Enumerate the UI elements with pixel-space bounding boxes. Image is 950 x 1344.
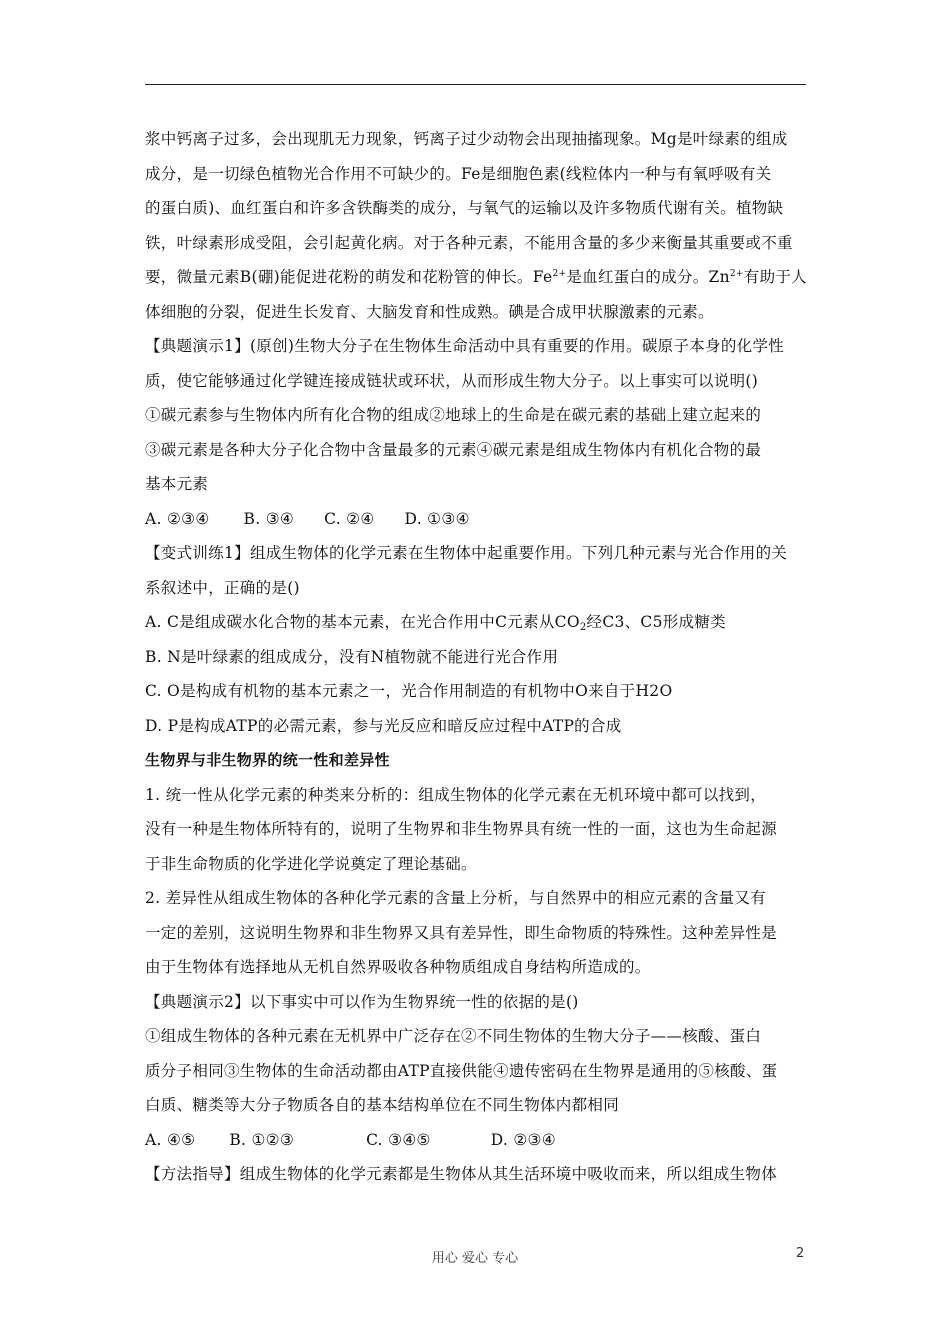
example2-line: ①组成生物体的各种元素在无机界中广泛存在②不同生物体的生物大分子——核酸、蛋白 xyxy=(145,1027,762,1045)
training1-line: 【变式训练1】组成生物体的化学元素在生物体中起重要作用。下列几种元素与光合作用的关 xyxy=(145,544,788,562)
training1-option: C. O是构成有机物的基本元素之一，光合作用制造的有机物中O来自于H2O xyxy=(145,682,673,700)
section-line: 1. 统一性从化学元素的种类来分析的：组成生物体的化学元素在无机环境中都可以找到， xyxy=(145,785,767,804)
header-rule xyxy=(145,84,806,85)
training1-option: B. N是叶绿素的组成成分，没有N植物就不能进行光合作用 xyxy=(145,647,559,666)
example1-line: 质，使它能够通过化学键连接成链状或环状，从而形成生物大分子。以上事实可以说明() xyxy=(145,371,759,390)
option: D. ①③④ xyxy=(404,509,470,528)
example2-line: 白质、糖类等大分子物质各自的基本结构单位在不同生物体内都相同 xyxy=(145,1096,620,1114)
example1-line: ①碳元素参与生物体内所有化合物的组成②地球上的生命是在碳元素的基础上建立起来的 xyxy=(145,406,762,424)
footer-text: 用心 爱心 专心 xyxy=(431,1251,519,1266)
option: C. ②④ xyxy=(324,509,375,528)
page-number: 2 xyxy=(796,1246,805,1261)
training1-line: 系叙述中，正确的是() xyxy=(145,578,300,597)
example2-line: 【典题演示2】以下事实中可以作为生物界统一性的依据的是() xyxy=(145,992,579,1011)
body-line: 的蛋白质)、血红蛋白和许多含铁酶类的成分，与氧气的运输以及许多物质代谢有关。植物缺 xyxy=(145,199,784,217)
option: A. ②③④ xyxy=(145,509,210,528)
body-line: 浆中钙离子过多，会出现肌无力现象，钙离子过少动物会出现抽搐现象。Mg是叶绿素的组成 xyxy=(145,130,788,148)
example1-line: 基本元素 xyxy=(145,475,209,493)
section-line: 由于生物体有选择地从无机自然界吸收各种物质组成自身结构所造成的。 xyxy=(145,958,651,976)
training1-option: D. P是构成ATP的必需元素，参与光反应和暗反应过程中ATP的合成 xyxy=(145,716,622,735)
example2-line: 质分子相同③生物体的生命活动都由ATP直接供能④遗传密码在生物界是通用的⑤核酸、蛋 xyxy=(145,1061,778,1080)
method-line: 【方法指导】组成生物体的化学元素都是生物体从其生活环境中吸收而来，所以组成生物体 xyxy=(145,1165,778,1183)
example1-options xyxy=(145,502,810,537)
option: C. ③④⑤ xyxy=(366,1130,431,1149)
page-body xyxy=(145,122,810,1192)
section-line: 一定的差别，这说明生物界和非生物界又具有差异性，即生命物质的特殊性。这种差异性是 xyxy=(145,923,778,942)
section-line: 于非生命物质的化学进化学说奠定了理论基础。 xyxy=(145,854,477,873)
option: B. ①②③ xyxy=(229,1130,295,1149)
section-heading: 生物界与非生物界的统一性和差异性 xyxy=(145,751,390,769)
example1-line: ③碳元素是各种大分子化合物中含量最多的元素④碳元素是组成生物体内有机化合物的最 xyxy=(145,440,762,459)
option: B. ③④ xyxy=(243,509,295,528)
body-line: 体细胞的分裂，促进生长发育、大脑发育和性成熟。碘是合成甲状腺激素的元素。 xyxy=(145,302,714,321)
section-line: 2. 差异性从组成生物体的各种化学元素的含量上分析，与自然界中的相应元素的含量又有 xyxy=(145,889,767,907)
example1-line: 【典题演示1】(原创)生物大分子在生物体生命活动中具有重要的作用。碳原子本身的化学性 xyxy=(145,337,785,355)
section-line: 没有一种是生物体所特有的，说明了生物界和非生物界具有统一性的一面，这也为生命起源 xyxy=(145,820,778,838)
body-line: 铁，叶绿素形成受阻，会引起黄化病。对于各种元素，不能用含量的多少来衡量其重要或不重 xyxy=(145,233,793,252)
body-line: 成分，是一切绿色植物光合作用不可缺少的。Fe是细胞色素(线粒体内一种与有氧呼吸有关 xyxy=(145,164,772,183)
option: D. ②③④ xyxy=(490,1130,556,1149)
training1-option: A. C是组成碳水化合物的基本元素，在光合作用中C元素从$CO_2$经C3、C5形成糖类 xyxy=(145,613,726,633)
option: A. ④⑤ xyxy=(145,1130,196,1149)
example2-options xyxy=(145,1123,810,1158)
body-line: 要，微量元素B(硼)能促进花粉的萌发和花粉管的伸长。$Fe^{2+}$是血红蛋白的成分。$Zn^{2+}$有助于人 xyxy=(145,268,807,286)
